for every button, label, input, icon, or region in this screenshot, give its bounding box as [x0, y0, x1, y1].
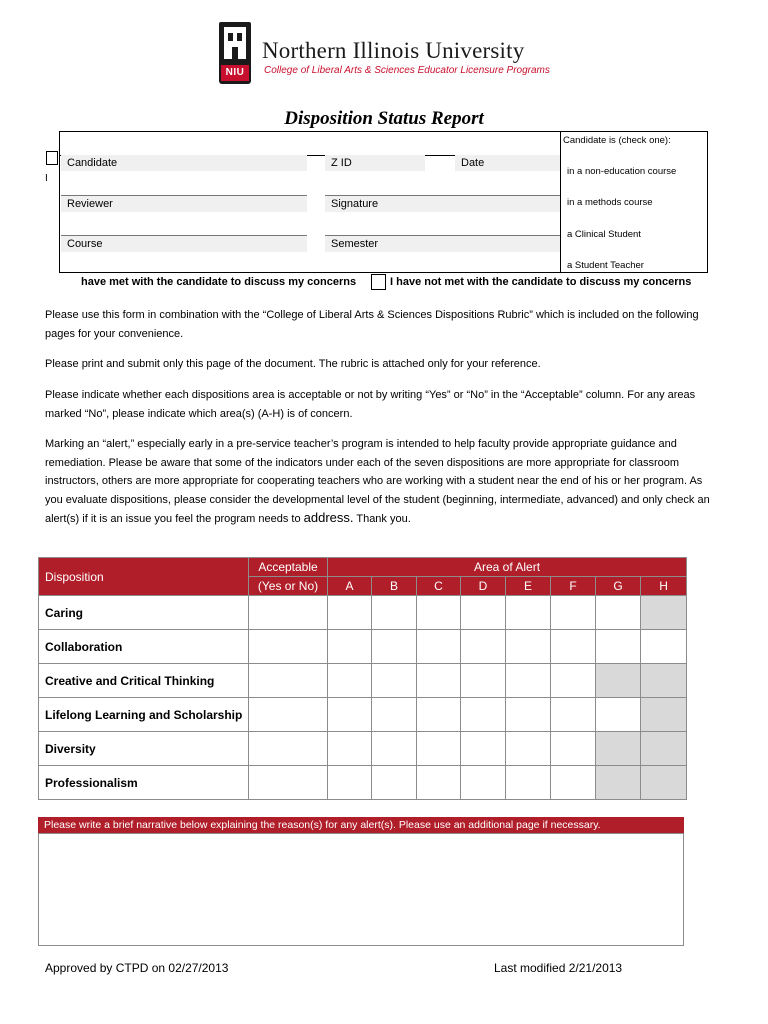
alert-cell-e[interactable]	[506, 630, 551, 664]
zid-field[interactable]: Z ID	[325, 155, 425, 171]
alert-cell-d[interactable]	[461, 664, 506, 698]
alert-cell-a[interactable]	[328, 596, 372, 630]
alert-cell-g	[596, 732, 641, 766]
area-letter-g: G	[596, 577, 641, 596]
alert-cell-d[interactable]	[461, 732, 506, 766]
area-letter-d: D	[461, 577, 506, 596]
reviewer-field[interactable]: Reviewer	[61, 196, 307, 212]
alert-cell-d[interactable]	[461, 698, 506, 732]
table-row	[39, 732, 687, 766]
not-met-checkbox[interactable]	[371, 274, 386, 290]
disposition-table	[38, 557, 687, 800]
alert-cell-h[interactable]	[641, 630, 687, 664]
option-methods[interactable]: in a methods course	[567, 197, 653, 208]
alert-cell-f[interactable]	[551, 596, 596, 630]
table-row	[39, 630, 687, 664]
course-field[interactable]: Course	[61, 236, 307, 252]
option-non-education[interactable]: in a non-education course	[567, 166, 677, 177]
table-row	[39, 664, 687, 698]
paragraph-4-main: Marking an “alert,” especially early in a pre-service teacher’s program is intended to help faculty provide appropriate guidance and remediation. Please be aware that some of the indicators under each of the seven dispositions are more appropriate for classroom instructors, others are more appropriate for cooperating teachers who are working with a student near the end of his or her program. As you evaluate dispositions, please consider the developmental level of the student (beginning, intermediate, advanced) and only check an alert(s) if it is an issue you feel the program needs to	[45, 438, 710, 525]
paragraph-4	[45, 435, 715, 529]
candidate-field[interactable]: Candidate	[61, 155, 307, 171]
alert-cell-f[interactable]	[551, 664, 596, 698]
alert-cell-c[interactable]	[417, 732, 461, 766]
area-letter-b: B	[372, 577, 417, 596]
stray-mark: I	[45, 173, 48, 184]
alert-cell-a[interactable]	[328, 766, 372, 800]
paragraph-1: Please use this form in combination with the “College of Liberal Arts & Sciences Dispositions Rubric” which is included on the following pages for your convenience.	[45, 309, 699, 340]
university-name: Northern Illinois University	[262, 38, 525, 63]
alert-cell-b[interactable]	[372, 698, 417, 732]
acceptable-cell[interactable]	[249, 698, 328, 732]
area-of-alert-header: Area of Alert	[328, 558, 687, 577]
acceptable-cell[interactable]	[249, 766, 328, 800]
niu-logo	[219, 22, 251, 84]
paragraph-4-end: Thank you.	[353, 513, 411, 525]
alert-cell-d[interactable]	[461, 596, 506, 630]
acceptable-cell[interactable]	[249, 596, 328, 630]
date-field[interactable]: Date	[455, 155, 560, 171]
alert-cell-h	[641, 664, 687, 698]
narrative-header: Please write a brief narrative below explaining the reason(s) for any alert(s). Please use an additional page if necessary.	[38, 817, 684, 833]
option-clinical[interactable]: a Clinical Student	[567, 229, 641, 240]
alert-cell-g[interactable]	[596, 596, 641, 630]
alert-cell-b[interactable]	[372, 664, 417, 698]
acceptable-subheader: (Yes or No)	[249, 577, 328, 596]
disposition-label: Professionalism	[39, 766, 249, 800]
alert-cell-h	[641, 766, 687, 800]
area-letter-h: H	[641, 577, 687, 596]
option-student-teacher[interactable]: a Student Teacher	[567, 260, 644, 271]
alert-cell-b[interactable]	[372, 596, 417, 630]
signature-field[interactable]: Signature	[325, 196, 560, 212]
table-row	[39, 698, 687, 732]
castle-tower-icon	[224, 27, 246, 59]
alert-cell-f[interactable]	[551, 766, 596, 800]
alert-cell-b[interactable]	[372, 732, 417, 766]
alert-cell-c[interactable]	[417, 596, 461, 630]
disposition-label: Collaboration	[39, 630, 249, 664]
narrative-textarea[interactable]	[38, 833, 684, 946]
area-letter-e: E	[506, 577, 551, 596]
alert-cell-b[interactable]	[372, 766, 417, 800]
met-checkbox[interactable]	[46, 151, 58, 165]
alert-cell-e[interactable]	[506, 732, 551, 766]
college-line: College of Liberal Arts & Sciences Educator Licensure Programs	[264, 65, 550, 76]
alert-cell-b[interactable]	[372, 630, 417, 664]
check-title: Candidate is (check one):	[563, 135, 671, 146]
alert-cell-f[interactable]	[551, 698, 596, 732]
alert-cell-a[interactable]	[328, 732, 372, 766]
last-modified: Last modified 2/21/2013	[494, 961, 623, 975]
alert-cell-h	[641, 698, 687, 732]
alert-cell-g[interactable]	[596, 630, 641, 664]
met-label: have met with the candidate to discuss my concerns	[81, 276, 357, 288]
alert-cell-h	[641, 732, 687, 766]
area-letter-a: A	[328, 577, 372, 596]
logo-text: NIU	[221, 65, 249, 81]
alert-cell-a[interactable]	[328, 664, 372, 698]
not-met-label: I have not met with the candidate to discuss my concerns	[390, 276, 692, 288]
acceptable-cell[interactable]	[249, 732, 328, 766]
paragraph-4-big: address.	[303, 510, 354, 525]
disposition-label: Lifelong Learning and Scholarship	[39, 698, 249, 732]
alert-cell-f[interactable]	[551, 630, 596, 664]
alert-cell-e[interactable]	[506, 766, 551, 800]
alert-cell-f[interactable]	[551, 732, 596, 766]
table-row	[39, 596, 687, 630]
alert-cell-a[interactable]	[328, 630, 372, 664]
page-title: Disposition Status Report	[284, 108, 484, 129]
alert-cell-h	[641, 596, 687, 630]
alert-cell-a[interactable]	[328, 698, 372, 732]
acceptable-header: Acceptable	[249, 558, 328, 577]
alert-cell-e[interactable]	[506, 596, 551, 630]
alert-cell-c[interactable]	[417, 766, 461, 800]
paragraph-2: Please print and submit only this page of the document. The rubric is attached only for your reference.	[45, 358, 541, 370]
alert-cell-d[interactable]	[461, 630, 506, 664]
alert-cell-c[interactable]	[417, 664, 461, 698]
info-divider	[560, 131, 561, 273]
area-letter-f: F	[551, 577, 596, 596]
alert-cell-d[interactable]	[461, 766, 506, 800]
alert-cell-e[interactable]	[506, 664, 551, 698]
alert-cell-g	[596, 766, 641, 800]
disposition-label: Caring	[39, 596, 249, 630]
area-letter-c: C	[417, 577, 461, 596]
disposition-label: Diversity	[39, 732, 249, 766]
acceptable-cell[interactable]	[249, 630, 328, 664]
alert-cell-g[interactable]	[596, 698, 641, 732]
paragraph-3: Please indicate whether each dispositions area is acceptable or not by writing “Yes” or “No” in the “Acceptable” column. For any areas marked “No”, please indicate which area(s) (A-H) is of concern.	[45, 389, 696, 420]
alert-cell-g	[596, 664, 641, 698]
alert-cell-c[interactable]	[417, 698, 461, 732]
acceptable-cell[interactable]	[249, 664, 328, 698]
alert-cell-e[interactable]	[506, 698, 551, 732]
alert-cell-c[interactable]	[417, 630, 461, 664]
semester-field[interactable]: Semester	[325, 236, 560, 252]
disposition-label: Creative and Critical Thinking	[39, 664, 249, 698]
approved-date: Approved by CTPD on 02/27/2013	[45, 961, 229, 975]
table-row	[39, 766, 687, 800]
disposition-header: Disposition	[39, 558, 249, 596]
